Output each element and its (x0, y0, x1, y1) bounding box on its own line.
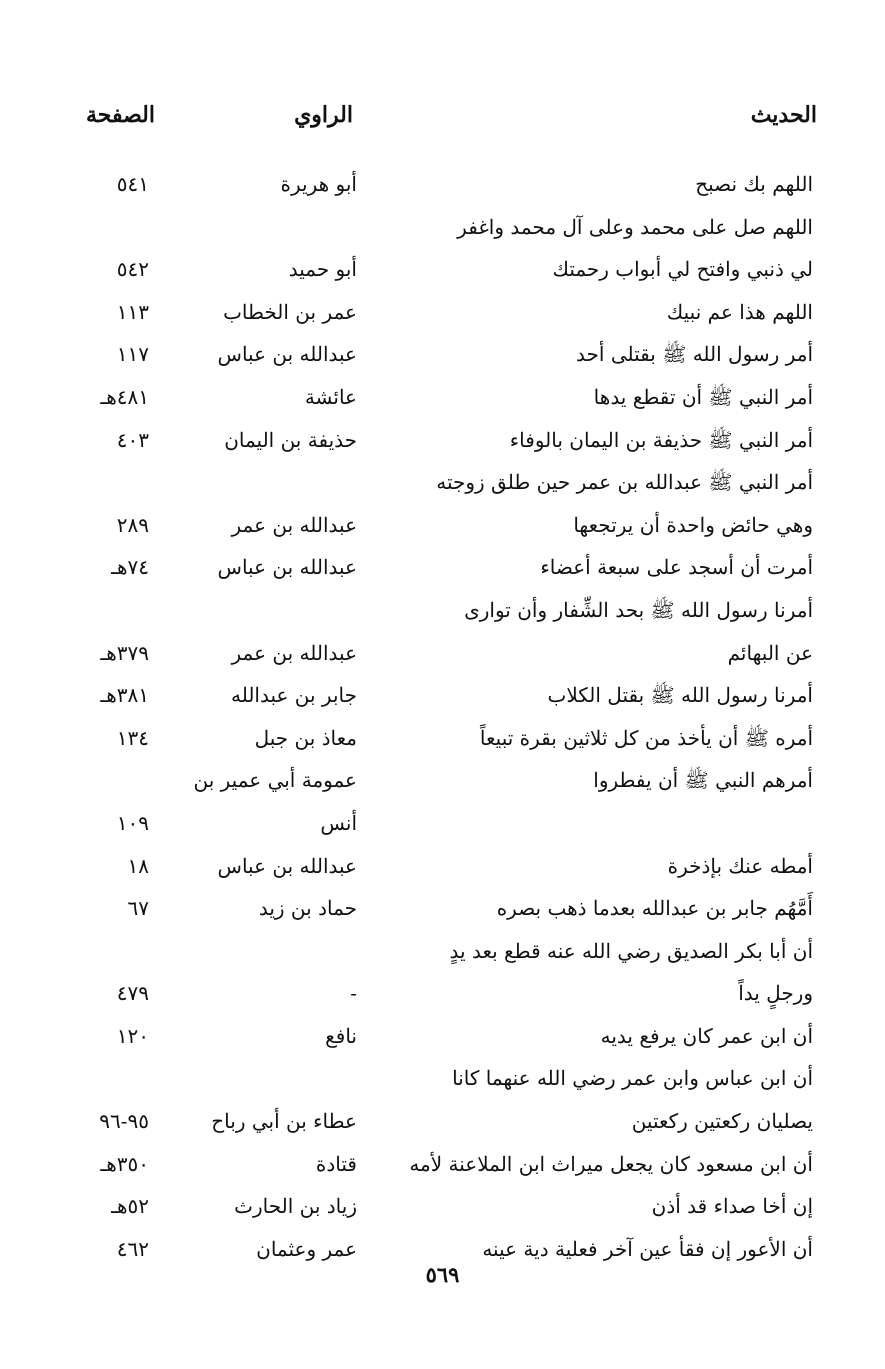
narrator-name: عبدالله بن عمر (231, 640, 357, 665)
hadith-text: أن ابن عباس وابن عمر رضي الله عنهما كانا (452, 1066, 813, 1091)
narrator-name: حماد بن زيد (258, 896, 357, 921)
hadith-text: إن أخا صداء قد أذن (651, 1194, 813, 1219)
narrator-name: أبو حميد (288, 257, 357, 282)
hadith-text: يصليان ركعتين ركعتين (631, 1109, 813, 1134)
hadith-text: أمرنا رسول الله ﷺ بقتل الكلاب (547, 683, 813, 708)
page-reference: ١٢٠ (116, 1023, 149, 1048)
page-reference: ٤٠٣ (116, 427, 149, 452)
narrator-name: عمر بن الخطاب (223, 299, 357, 324)
page-reference: ١٠٩ (116, 810, 149, 835)
hadith-text: أمر النبي ﷺ حذيفة بن اليمان بالوفاء (509, 427, 813, 452)
narrator-name: نافع (325, 1023, 357, 1048)
hadith-text: أمرنا رسول الله ﷺ بحد الشِّفار وأن توارى (464, 597, 813, 622)
page-reference: ١٨ (127, 853, 149, 878)
narrator-name: حذيفة بن اليمان (224, 427, 357, 452)
page-reference: ١١٧ (116, 342, 149, 367)
narrator-name: عمومة أبي عمير بن (193, 768, 357, 793)
page-number: ٥٦٩ (425, 1262, 460, 1287)
page-reference: ٥٤١ (116, 172, 149, 196)
narrator-name: عبدالله بن عباس (217, 853, 357, 878)
column-headers (0, 102, 885, 142)
table-row (0, 1186, 885, 1229)
page-reference: ١١٣ (116, 299, 149, 324)
narrator-name: عبدالله بن عباس (217, 342, 357, 367)
table-row (0, 420, 885, 463)
table-row (0, 249, 885, 292)
table-row (0, 1144, 885, 1187)
hadith-text: أن ابن مسعود كان يجعل ميراث ابن الملاعنة لأمه (409, 1151, 813, 1176)
hadith-text: اللهم صل على محمد وعلى آل محمد واغفر (457, 214, 813, 239)
hadith-text: أن ابن عمر كان يرفع يديه (600, 1023, 813, 1048)
table-row (0, 760, 885, 803)
narrator-name: معاذ بن جبل (254, 725, 357, 750)
page-reference: ٤٨١هـ (100, 384, 149, 409)
hadith-text: اللهم بك نصبح (695, 172, 813, 196)
table-row (0, 846, 885, 889)
table-row (0, 505, 885, 548)
hadith-text: أمره ﷺ أن يأخذ من كل ثلاثين بقرة تبيعاً (479, 725, 813, 750)
narrator-name: عبدالله بن عباس (217, 555, 357, 580)
hadith-text: عن البهائم (727, 640, 813, 665)
table-row (0, 931, 885, 974)
table-row (0, 334, 885, 377)
table-row (0, 1101, 885, 1144)
page-reference: ٣٥٠هـ (100, 1151, 149, 1176)
narrator-name: قتادة (315, 1151, 357, 1176)
page-reference: ٥٢هـ (111, 1194, 149, 1219)
narrator-name: أبو هريرة (280, 172, 357, 196)
narrator-name: - (350, 981, 357, 1006)
page-column-header: الصفحة (85, 102, 155, 128)
hadith-text: أمرت أن أسجد على سبعة أعضاء (540, 555, 813, 580)
table-row (0, 292, 885, 335)
page-reference: ١٣٤ (116, 725, 149, 750)
page-reference: ٢٨٩ (116, 512, 149, 537)
table-row (0, 462, 885, 505)
narrator-name: عمر وعثمان (256, 1236, 357, 1261)
page-reference: ٩٥-٩٦ (99, 1109, 149, 1134)
table-row (0, 207, 885, 250)
table-row (0, 718, 885, 761)
table-row (0, 377, 885, 420)
hadith-column-header: الحديث (750, 102, 817, 128)
page-reference: ٣٧٩هـ (100, 640, 149, 665)
table-row (0, 164, 885, 207)
narrator-name: أنس (320, 810, 357, 835)
table-row (0, 547, 885, 590)
page-reference: ٦٧ (127, 896, 149, 921)
narrator-name: عائشة (304, 384, 357, 409)
page-reference: ٧٤هـ (111, 555, 149, 580)
hadith-text: أمر رسول الله ﷺ بقتلى أحد (576, 342, 813, 367)
page-reference: ٥٤٢ (116, 257, 149, 282)
narrator-column-header: الراوي (294, 102, 353, 128)
table-row (0, 888, 885, 931)
hadith-text: أَمَّهُم جابر بن عبدالله بعدما ذهب بصره (496, 896, 813, 921)
hadith-index-table (0, 164, 885, 1271)
table-row (0, 803, 885, 846)
page-reference: ٤٧٩ (116, 981, 149, 1006)
narrator-name: زياد بن الحارث (234, 1194, 357, 1219)
hadith-text: اللهم هذا عم نبيك (666, 299, 813, 324)
hadith-text: أمر النبي ﷺ عبدالله بن عمر حين طلق زوجته (436, 470, 813, 495)
page-reference: ٣٨١هـ (100, 683, 149, 708)
table-row (0, 675, 885, 718)
table-row (0, 973, 885, 1016)
hadith-text: أن الأعور إن فقأ عين آخر فعلية دية عينه (482, 1236, 813, 1261)
hadith-text: أن أبا بكر الصديق رضي الله عنه قطع بعد يدٍ (449, 938, 813, 963)
hadith-text: أمرهم النبي ﷺ أن يفطروا (593, 768, 813, 793)
table-row (0, 590, 885, 633)
narrator-name: عطاء بن أبي رباح (211, 1109, 357, 1134)
table-row (0, 1058, 885, 1101)
hadith-text: أمطه عنك بإذخرة (667, 853, 813, 878)
table-row (0, 633, 885, 676)
hadith-text: لي ذنبي وافتح لي أبواب رحمتك (552, 257, 813, 282)
hadith-text: وهي حائض واحدة أن يرتجعها (573, 512, 813, 537)
table-row (0, 1016, 885, 1059)
page-reference: ٤٦٢ (116, 1236, 149, 1261)
narrator-name: جابر بن عبدالله (230, 683, 357, 708)
hadith-text: أمر النبي ﷺ أن تقطع يدها (593, 384, 813, 409)
hadith-text: ورجلٍ يداً (738, 981, 813, 1006)
narrator-name: عبدالله بن عمر (231, 512, 357, 537)
